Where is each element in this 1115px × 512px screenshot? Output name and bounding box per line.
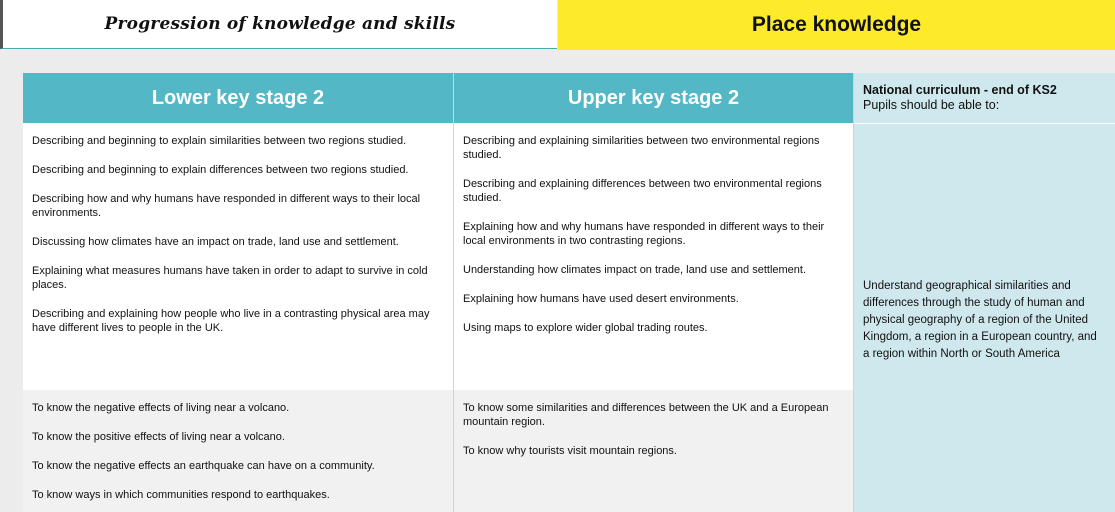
list-item: Describing and beginning to explain differences between two regions studied. — [32, 164, 409, 176]
list-item: Discussing how climates have an impact on trade, land use and settlement. — [32, 236, 399, 248]
upper-knowledge-cell — [454, 390, 853, 512]
list-item: Understanding how climates impact on trade, land use and settlement. — [463, 264, 807, 276]
list-item: Using maps to explore wider global trading routes. — [463, 322, 708, 334]
column-divider — [453, 73, 454, 512]
upper-ks2-header: Upper key stage 2 — [454, 73, 853, 123]
nc-statement: Understand geographical similarities and differences through the study of human and physical geography of a region of the United Kingdom, a region in a European country, and a region within North or South America — [863, 280, 1097, 360]
list-item: Describing and beginning to explain similarities between two regions studied. — [32, 135, 407, 147]
list-item: To know why tourists visit mountain regions. — [463, 445, 677, 457]
topic-title: Place knowledge — [751, 13, 922, 36]
progression-table — [23, 73, 1115, 512]
list-item: Explaining what measures humans have taken in order to adapt to survive in cold places. — [32, 265, 428, 291]
topic-banner — [558, 0, 1115, 50]
list-item: Explaining how and why humans have responded in different ways to their local environments in two contrasting regions. — [463, 221, 825, 247]
national-curriculum-header — [854, 73, 1115, 123]
list-item: Describing and explaining differences between two environmental regions studied. — [463, 178, 822, 204]
nc-title: National curriculum - end of KS2 — [863, 83, 1057, 97]
list-item: Describing how and why humans have responded in different ways to their local environments. — [32, 193, 421, 219]
list-item: To know the positive effects of living near a volcano. — [32, 431, 285, 443]
lower-ks2-header: Lower key stage 2 — [23, 73, 453, 123]
lower-knowledge-cell — [23, 390, 453, 512]
lower-skills-cell — [23, 124, 453, 390]
upper-skills-cell — [454, 124, 853, 390]
list-item: To know ways in which communities respond to earthquakes. — [32, 489, 330, 501]
list-item: Explaining how humans have used desert environments. — [463, 293, 739, 305]
list-item: To know the negative effects of living near a volcano. — [32, 402, 290, 414]
list-item: Describing and explaining similarities between two environmental regions studied. — [463, 135, 820, 161]
list-item: To know the negative effects an earthquake can have on a community. — [32, 460, 375, 472]
column-divider — [853, 73, 854, 512]
nc-subtitle: Pupils should be able to: — [863, 98, 1000, 112]
list-item: Describing and explaining how people who live in a contrasting physical area may have different lives to people in the UK. — [32, 308, 430, 334]
national-curriculum-cell — [854, 124, 1115, 512]
document-title: Progression of knowledge and skills — [104, 14, 456, 34]
list-item: To know some similarities and differences between the UK and a European mountain region. — [463, 402, 829, 428]
document-title-banner — [0, 0, 557, 49]
